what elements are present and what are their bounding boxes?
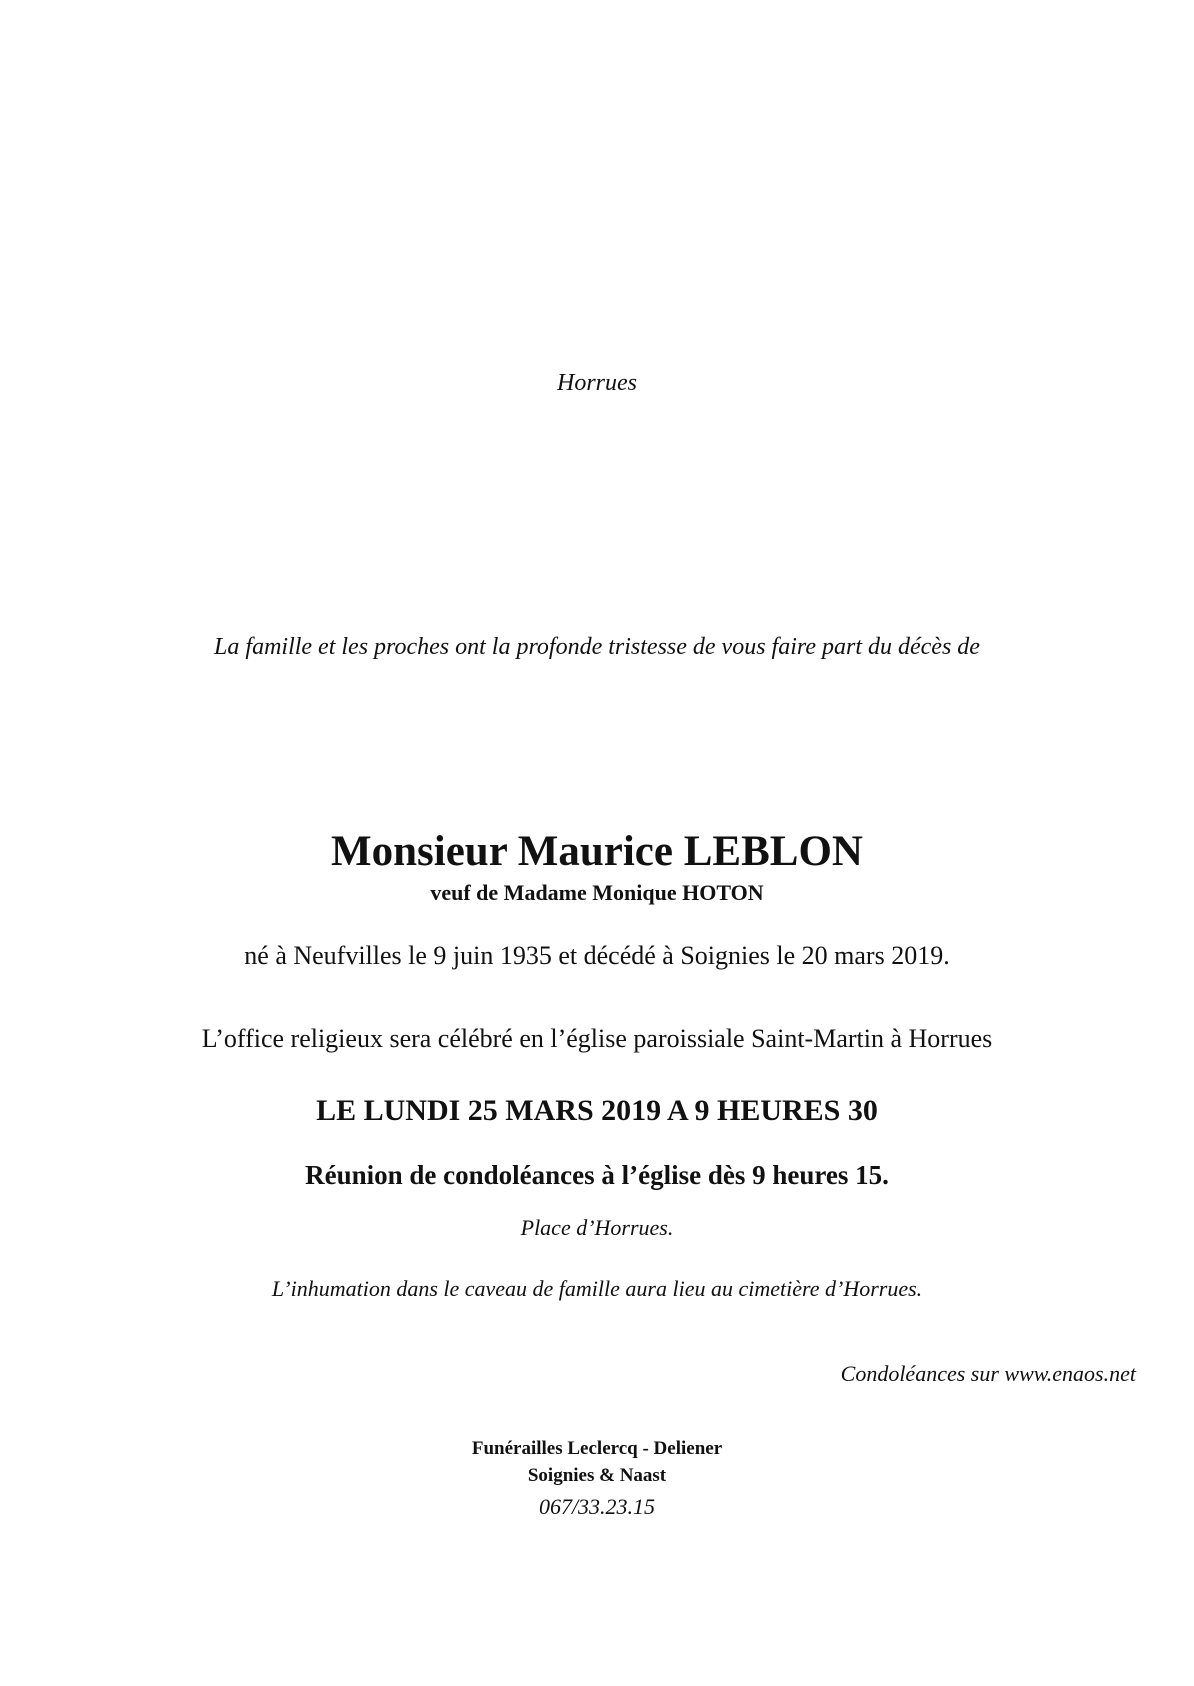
deceased-name: Monsieur Maurice LEBLON <box>331 828 863 875</box>
ceremony-date: LE LUNDI 25 MARS 2019 A 9 HEURES 30 <box>316 1094 878 1127</box>
birth-death-line: né à Neufvilles le 9 juin 1935 et décédé à Soignies le 20 mars 2019. <box>244 941 950 970</box>
reunion-place: Place d’Horrues. <box>520 1215 674 1240</box>
online-condolences: Condoléances sur www.enaos.net <box>840 1361 1136 1386</box>
condolence-reunion: Réunion de condoléances à l’église dès 9 heures 15. <box>305 1160 889 1190</box>
funeral-home-location: Soignies & Naast <box>527 1465 667 1486</box>
religious-office-line: L’office religieux sera célébré en l’église paroissiale Saint-Martin à Horrues <box>201 1024 993 1053</box>
funeral-home-name: Funérailles Leclercq - Deliener <box>471 1438 723 1459</box>
funeral-home-phone: 067/33.23.15 <box>538 1494 656 1519</box>
town-name: Horrues <box>556 370 637 396</box>
burial-line: L’inhumation dans le caveau de famille aura lieu au cimetière d’Horrues. <box>271 1276 923 1301</box>
announcement-intro: La famille et les proches ont la profonde tristesse de vous faire part du décès de <box>214 634 980 660</box>
widow-line: veuf de Madame Monique HOTON <box>430 880 764 905</box>
